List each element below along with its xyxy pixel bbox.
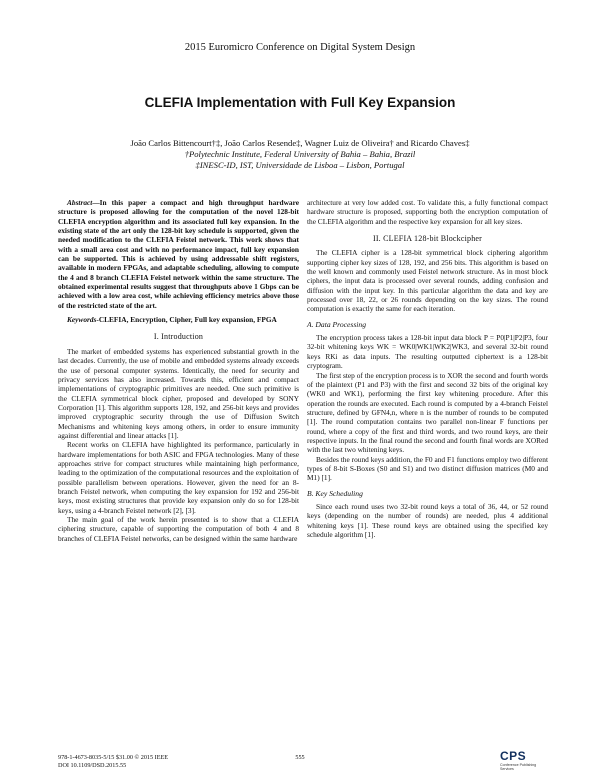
data-processing-paragraph-3: Besides the round keys addition, the F0 and F1 functions employ two different types of 8-bit S-Boxes (S0 and S1) and two distinct diffusion matrices (M0 and M1) [1]. [307, 454, 548, 483]
author-names: João Carlos Bittencourt†‡, João Carlos Resende‡, Wagner Luiz de Oliveira† and Ricardo Chaves‡ [130, 138, 470, 148]
data-processing-paragraph-2: The first step of the encryption process is to XOR the second and fourth words of the plaintext (P1 and P3) with the first and second 32 bits of the original key (WK0 and WK1), performing the first key whitening procedure. After this operation the rounds are executed. Each round is computed by a 4-branch Feistel structure, defined by GFN4,n, where n is the number of rounds to be computed [1]. The round computation contains two parallel non-linear F functions per round, where a copy of the first and third words, and two round keys, are their respective inputs. In the final round the second and fourth final words are XORed with the last two whitening keys. [307, 370, 548, 455]
cps-logo [500, 749, 546, 771]
section-heading-introduction: I. Introduction [153, 332, 204, 342]
intro-paragraph-continued: architecture at very low added cost. To validate this, a fully functional compact hardware structure is proposed, supporting both the encryption computation of the CLEFIA algorithm and the respective key expansion for all key sizes. [307, 198, 548, 226]
left-column [58, 198, 299, 543]
abstract [58, 198, 299, 310]
affiliation-1: †Polytechnic Institute, Federal University of Bahia – Bahia, Brazil [184, 149, 416, 159]
conference-header: 2015 Euromicro Conference on Digital System Design [184, 42, 416, 53]
cps-logo-text: CPS [500, 749, 527, 763]
intro-paragraph-1: The market of embedded systems has experienced substantial growth in the last decades. Currently, the use of mobile and embedded systems already exceeds the use of personal computer systems. Identically, the need for security and privacy services has also increased. Towards this, efficient and compact implementations of cryptographic primitives are needed. One such primitive is the CLEFIA symmetrical block cipher, proposed and developed by SONY Corporation [1]. This algorithm supports 128, 192, and 256-bit keys and provides improved cryptographic security through the use of Diffusion Switch Mechanisms and whitening keys among others, in order to ensure immunity against differential and linear attacks [1]. [58, 346, 299, 440]
abstract-label: Abstract [67, 198, 93, 207]
footer-isbn: 978-1-4673-8035-5/15 $31.00 © 2015 IEEE [58, 754, 169, 761]
key-scheduling-paragraph-1: Since each round uses two 32-bit round keys a total of 36, 44, or 52 round keys (depending on the number of rounds) are needed, plus 4 additional whitening keys [1]. These round keys are obtained using the specified key schedule algorithm [1]. [307, 501, 548, 539]
author-block [0, 138, 600, 171]
intro-paragraph-2: Recent works on CLEFIA have highlighted its performance, particularly in hardware implementations for both ASIC and FPGA technologies. Many of these approaches strive for compact structures while maintaining high performance, leading to the optimization of the computational resources and the exploitation of possible parallelism between operations. However, given the need for an 8-branch Feistel network, when computing the key expansion for 192 and 256-bit keys, most existing structures that provide key expansion only do so for 128-bit keys, using a 4-branch Feistel network [2], [3]. [58, 440, 299, 515]
paper-title: CLEFIA Implementation with Full Key Expansion [144, 95, 456, 110]
section-heading-clefia: II. CLEFIA 128-bit Blockcipher [372, 234, 483, 244]
keywords-text: -CLEFIA, Encryption, Cipher, Full key expansion, FPGA [96, 315, 277, 325]
page-number: 555 [295, 754, 305, 761]
clefia-paragraph-1: The CLEFIA cipher is a 128-bit symmetrical block ciphering algorithm supporting cipher key sizes of 128, 192, and 256 bits. This algorithm is based on the well known and commonly used Feistel network structure. As in most block ciphers, the input data is processed over several rounds, adding confusion and diffusion with the input key. In this particular algorithm the data and key are processed over 18, 22, or 26 rounds depending on the key sizes. The round computation is exactly the same for each iteration. [307, 248, 548, 314]
cps-logo-subtitle: Conference Publishing Services [500, 763, 537, 771]
intro-paragraph-3: The main goal of the work herein presented is to show that a CLEFIA ciphering structure, capable of supporting the computation of both 4 and 8 branches of CLEFIA Feistel networks, can be designed within the same hardware [58, 515, 299, 543]
subsection-heading-key-scheduling: B. Key Scheduling [307, 488, 363, 498]
affiliation-2: ‡INESC-ID, IST, Universidade de Lisboa – Lisbon, Portugal [195, 160, 405, 170]
abstract-text: —In this paper a compact and high throughput hardware structure is proposed allowing for the computation of the novel 128-bit CLEFIA encryption algorithm and its associated full key expansion. In the existing state of the art only the 128-bit key schedule is supported, given the needed modification to the CLEFIA Feistel network. This work shows that with a small area cost and with no performance impact, full key expansion can be supported. This is achieved by using addressable shift registers, available in modern FPGAs, and adaptable scheduling, allowing to compute the 4 and 8 branch CLEFIA Feistel network within the same structure. The obtained experimental results suggest that throughputs above 1 Gbps can be achieved with a low area cost, while achieving efficiency metrics above those of the restricted state of the art. [58, 198, 299, 310]
keywords-label: Keywords [67, 315, 97, 325]
keywords [58, 315, 299, 324]
right-column [307, 198, 548, 539]
subsection-heading-data-processing: A. Data Processing [307, 319, 366, 329]
data-processing-paragraph-1: The encryption process takes a 128-bit input data block P = P0|P1|P2|P3, four 32-bit whitening keys WK = WK0|WK1|WK2|WK3, and several 32-bit round keys RKi as data inputs. The resulting outputted ciphertext is a 128-bit cryptogram. [307, 333, 548, 371]
footer-doi: DOI 10.1109/DSD.2015.55 [58, 762, 127, 769]
